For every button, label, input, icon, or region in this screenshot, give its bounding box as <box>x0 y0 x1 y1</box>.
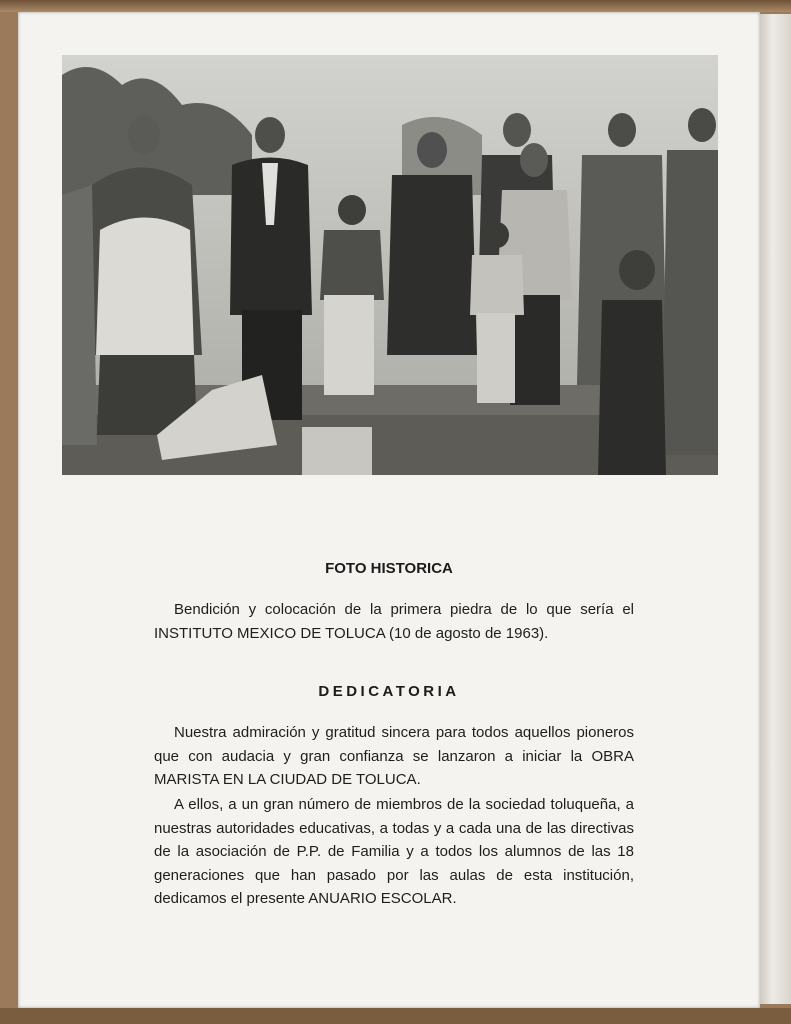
yearbook-page <box>18 12 760 1008</box>
dedication-paragraph-2: A ellos, a un gran número de miembros de la sociedad toluqueña, a nuestras autoridades educativas, a todas y a cada una de las directivas de la asociación de P.P. de Familia y a todos los alumnos de las 18 generaciones que han pasado por las aulas de esta institución, dedicamos el presente ANUARIO ESCOLAR. <box>154 796 634 907</box>
photo-caption: Bendición y colocación de la primera piedra de lo que sería el INSTITUTO MEXICO DE TOLUCA (10 de agosto de 1963). <box>154 601 634 642</box>
historic-photo <box>62 55 718 475</box>
historic-photo-heading: FOTO HISTORICA <box>325 560 453 577</box>
adjacent-page-edge <box>760 14 791 1004</box>
dedication-paragraph-1: Nuestra admiración y gratitud sincera para todos aquellos pioneros que con audacia y gran confianza se lanzaron a iniciar la OBRA MARISTA EN LA CIUDAD DE TOLUCA. <box>154 724 634 788</box>
scan-bottom-edge <box>0 1008 791 1024</box>
scan-top-edge <box>0 0 791 12</box>
historic-photo-illustration <box>62 55 718 475</box>
dedication-heading: DEDICATORIA <box>318 683 460 700</box>
